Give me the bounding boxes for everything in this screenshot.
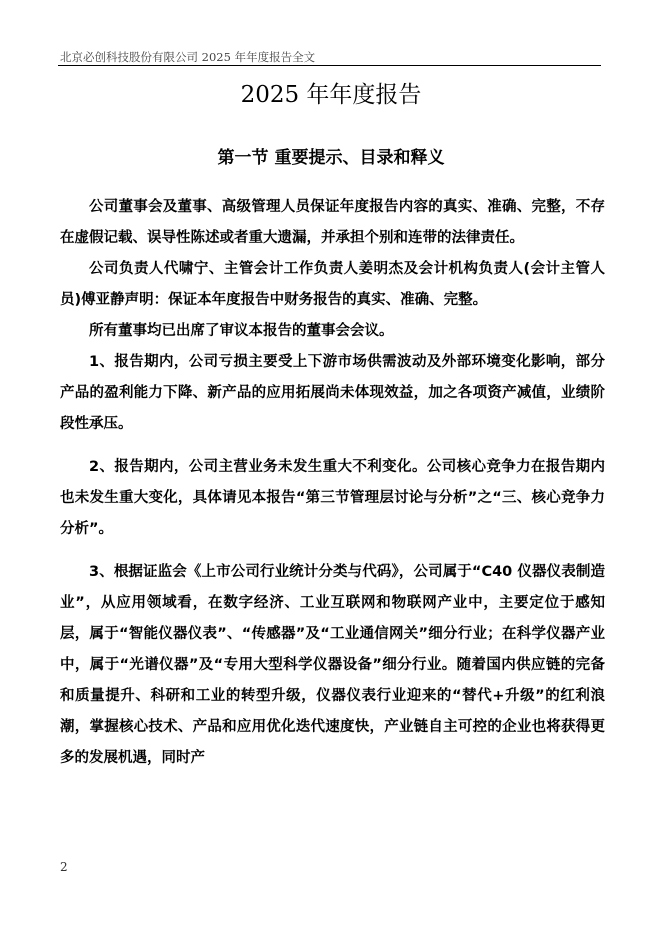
body-text — [60, 192, 605, 774]
paragraph-board-statement: 公司董事会及董事、高级管理人员保证年度报告内容的真实、准确、完整，不存在虚假记载、误导性陈述或者重大遗漏，并承担个别和连带的法律责任。 — [60, 199, 605, 246]
report-title: 2025 年年度报告 — [240, 82, 422, 108]
page-number: 2 — [60, 860, 68, 874]
paragraph-loss-explanation: 1、报告期内，公司亏损主要受上下游市场供需波动及外部环境变化影响，部分产品的盈利能力下降、新产品的应用拓展尚未体现效益，加之各项资产减值，业绩阶段性承压。 — [60, 354, 605, 432]
paragraph-business-stability: 2、报告期内，公司主营业务未发生重大不利变化。公司核心竞争力在报告期内也未发生重大变化，具体请见本报告“第三节管理层讨论与分析”之“三、核心竞争力分析”。 — [60, 459, 605, 537]
paragraph-board-attendance: 所有董事均已出席了审议本报告的董事会会议。 — [89, 323, 394, 339]
paragraph-industry-classification: 3、根据证监会《上市公司行业统计分类与代码》，公司属于“C40 仪器仪表制造业”，从应用领域看，在数字经济、工业互联网和物联网产业中，主要定位于感知层，属于“智能仪器仪表”、“传感器”及“工业通信网关”细分行业；在科学仪器产业中，属于“光谱仪器”及“专用大型科学仪器设备”细分行业。随着国内供应链的完备和质量提升、科研和工业的转型升级，仪器仪表行业迎来的“替代+升级”的红利浪潮，掌握核心技术、产品和应用优化迭代速度快，产业链自主可控的企业也将获得更多的发展机遇，同时产 — [60, 564, 605, 766]
header-divider — [58, 65, 601, 66]
paragraph-responsible-persons: 公司负责人代啸宁、主管会计工作负责人姜明杰及会计机构负责人(会计主管人员)傅亚静声明：保证本年度报告中财务报告的真实、准确、完整。 — [60, 261, 605, 308]
section-title: 第一节 重要提示、目录和释义 — [217, 148, 445, 168]
running-header: 北京必创科技股份有限公司 2025 年年度报告全文 — [60, 50, 316, 64]
